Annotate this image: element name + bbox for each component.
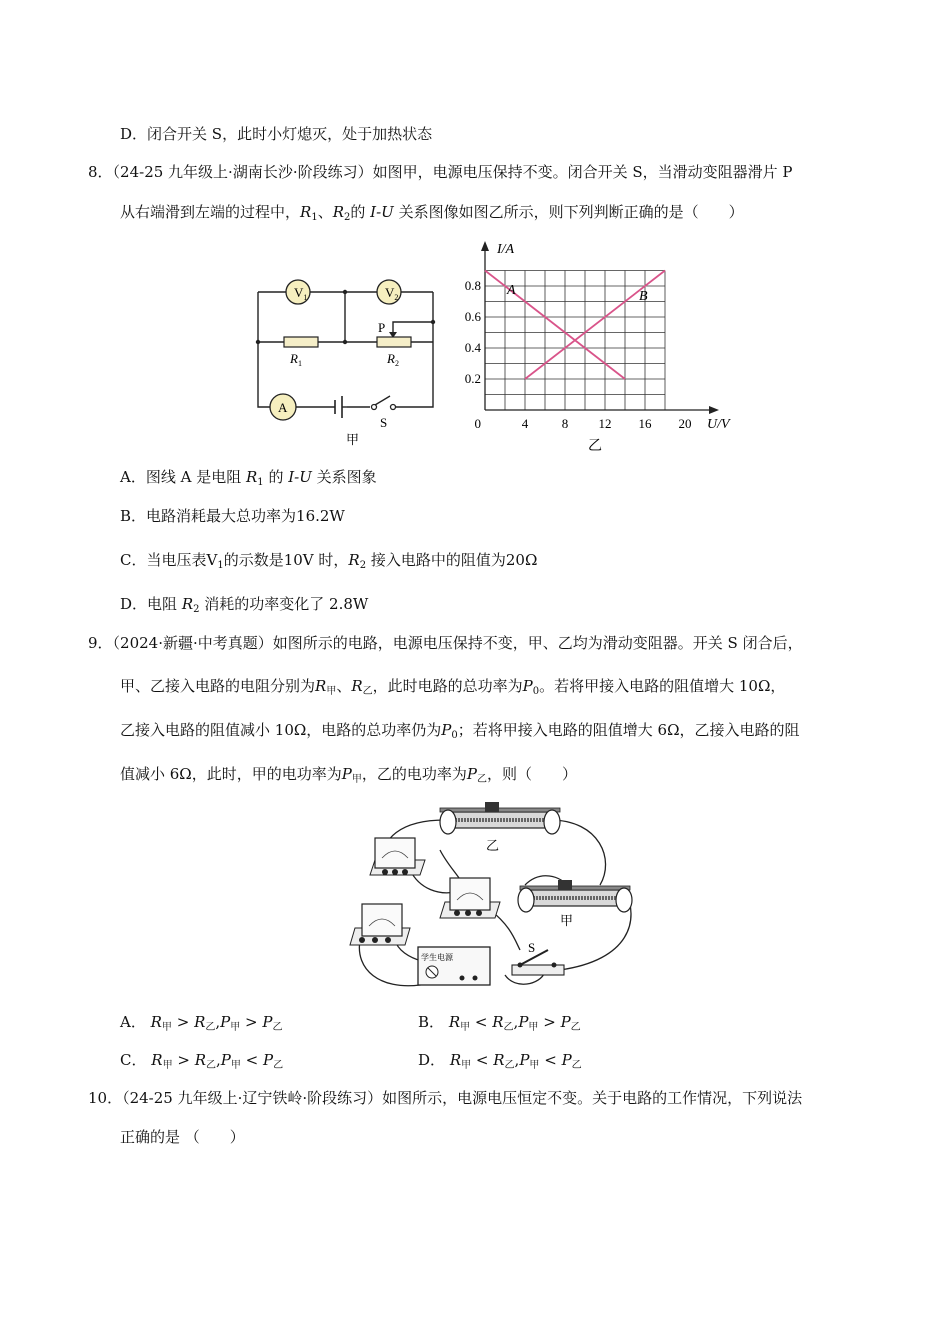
series-line-a (485, 271, 625, 380)
q9-power-supply (418, 947, 490, 985)
q8-circuit-diagram (250, 272, 450, 452)
origin-label: 0 (474, 416, 481, 431)
x-tick-label: 12 (598, 416, 612, 431)
svg-text:甲: 甲 (346, 432, 360, 447)
q9-rheostat-jia (518, 880, 632, 928)
x-axis-arrow (709, 406, 719, 414)
svg-text:R1: $R_1$ (290, 351, 302, 368)
series-label-b: B (639, 288, 648, 304)
q9-stem-line4: 值减小 6Ω，此时，甲的电功率为$P_甲$，乙的电功率为$P_乙$，则（ ） (120, 765, 577, 785)
x-tick-label: 8 (561, 416, 569, 431)
svg-text:P: P (378, 320, 386, 335)
q8-stem-line2: 从右端滑到左端的过程中，$R_1$、$R_2$的 I-U 关系图像如图乙所示，则下列判断正确的是（ ） (120, 203, 744, 223)
q9-meter-2 (440, 878, 500, 918)
q9-option-d: D． $R_甲 < R_乙,P_甲 < P_乙$ (418, 1051, 582, 1071)
q8-resistor-r2 (377, 337, 411, 347)
q10-stem-line1: 10．（24-25 九年级上·辽宁铁岭·阶段练习）如图所示，电源电压恒定不变。关于电路的工作情况，下列说法 (88, 1089, 803, 1107)
q10-stem-line2: 正确的是 （ ） (120, 1128, 245, 1146)
x-tick-label: 20 (678, 416, 692, 431)
svg-text:V1: $V_1$ (294, 285, 308, 302)
y-tick-label: 0.6 (464, 309, 481, 324)
y-tick-label: 0.2 (464, 371, 481, 386)
chart-caption: 乙 (588, 439, 602, 452)
q9-switch-s (512, 940, 564, 975)
q9-apparatus-figure (340, 800, 640, 1000)
y-tick-label: 0.8 (464, 278, 481, 293)
q9-stem-line1: 9．（2024·新疆·中考真题）如图所示的电路，电源电压保持不变，甲、乙均为滑动变阻器。开关 S 闭合后， (88, 634, 803, 652)
q8-option-b: B．电路消耗最大总功率为16.2W (120, 507, 345, 525)
y-tick-label: 0.4 (464, 340, 481, 355)
x-axis-label: U/V (707, 417, 730, 432)
q7-option-d: D．闭合开关 S，此时小灯熄灭，处于加热状态 (120, 125, 433, 143)
y-axis-arrow (481, 241, 489, 251)
q9-rheostat-yi (440, 802, 560, 853)
q8-option-c: C．当电压表$V_1$的示数是10V 时，$R_2$ 接入电路中的阻值为20Ω (120, 551, 538, 571)
svg-text:A: A (278, 400, 288, 415)
q8-stem-line1: 8．（24-25 九年级上·湖南长沙·阶段练习）如图甲，电源电压保持不变。闭合开关 S，当滑动变阻器滑片 P (88, 163, 793, 181)
svg-text:V2: $V_2$ (385, 285, 399, 302)
q9-stem-line3: 乙接入电路的阻值减小 10Ω，电路的总功率仍为$P_0$；若将甲接入电路的阻值增大 6Ω，乙接入电路的阻 (120, 721, 800, 741)
q8-resistor-r1 (284, 337, 318, 347)
q9-stem-line2: 甲、乙接入电路的电阻分别为$R_甲$、$R_乙$，此时电路的总功率为$P_0$。若将甲接入电路的阻值增大 10Ω， (120, 677, 786, 697)
x-tick-label: 4 (521, 416, 529, 431)
q9-option-a: A． $R_甲 > R_乙,P_甲 > P_乙$ (120, 1013, 283, 1033)
svg-text:甲: 甲 (560, 913, 574, 928)
q9-meter-1 (370, 838, 425, 875)
svg-text:乙: 乙 (486, 838, 500, 853)
x-tick-label: 16 (638, 416, 652, 431)
q9-option-c: C． $R_甲 > R_乙,P_甲 < P_乙$ (120, 1051, 284, 1071)
q8-option-d: D．电阻 $R_2$ 消耗的功率变化了 2.8W (120, 595, 369, 615)
y-axis-label: I/A (497, 242, 515, 257)
svg-text:R2: $R_2$ (387, 351, 399, 368)
svg-text:S: S (380, 415, 388, 430)
q9-option-b: B． $R_甲 < R_乙,P_甲 > P_乙$ (418, 1013, 581, 1033)
svg-text:S: S (528, 940, 536, 955)
series-line-b (525, 271, 665, 380)
q9-meter-3 (350, 904, 410, 945)
svg-text:学生电源: 学生电源 (421, 953, 453, 962)
series-label-a: A (507, 282, 516, 298)
q8-iu-chart (455, 232, 745, 452)
q8-option-a: A．图线 A 是电阻 $R_1$ 的 I-U 关系图象 (120, 468, 377, 488)
